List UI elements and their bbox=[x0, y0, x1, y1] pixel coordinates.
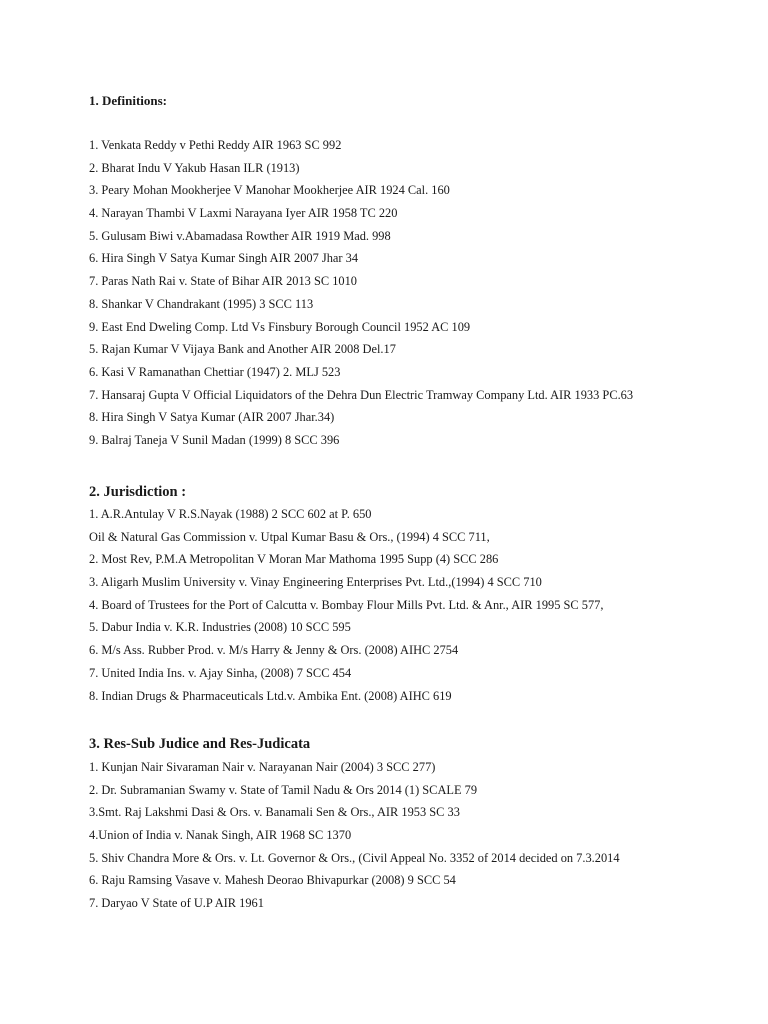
case-citation: 1. Kunjan Nair Sivaraman Nair v. Narayanan Nair (2004) 3 SCC 277) bbox=[89, 760, 436, 774]
case-citation: 4. Board of Trustees for the Port of Calcutta v. Bombay Flour Mills Pvt. Ltd. & Anr., AIR 1995 SC 577, bbox=[89, 597, 604, 612]
case-citation: 8. Indian Drugs & Pharmaceuticals Ltd.v. Ambika Ent. (2008) AIHC 619 bbox=[89, 688, 452, 703]
case-citation: 9. Balraj Taneja V Sunil Madan (1999) 8 SCC 396 bbox=[89, 432, 340, 447]
case-citation: 5. Gulusam Biwi v.Abamadasa Rowther AIR 1919 Mad. 998 bbox=[89, 228, 391, 243]
case-citation: 5. Rajan Kumar V Vijaya Bank and Another AIR 2008 Del.17 bbox=[89, 342, 396, 357]
case-citation: 7. Paras Nath Rai v. State of Bihar AIR 2013 SC 1010 bbox=[89, 274, 357, 289]
case-citation: 6. Hira Singh V Satya Kumar Singh AIR 2007 Jhar 34 bbox=[89, 251, 359, 266]
case-citation: 4.Union of India v. Nanak Singh, AIR 1968 SC 1370 bbox=[89, 828, 352, 843]
case-citation: 3.Smt. Raj Lakshmi Dasi & Ors. v. Banamali Sen & Ors., AIR 1953 SC 33 bbox=[89, 805, 460, 820]
section-heading-res-judicata: 3. Res-Sub Judice and Res-Judicata bbox=[89, 736, 311, 752]
section-heading-jurisdiction: 2. Jurisdiction : bbox=[89, 484, 187, 500]
case-citation: 9. East End Dweling Comp. Ltd Vs Finsbury Borough Council 1952 AC 109 bbox=[89, 319, 471, 334]
case-citation: 6. Raju Ramsing Vasave v. Mahesh Deorao Bhivapurkar (2008) 9 SCC 54 bbox=[89, 873, 456, 888]
case-citation: 1. A.R.Antulay V R.S.Nayak (1988) 2 SCC 602 at P. 650 bbox=[89, 507, 372, 521]
case-citation: 3. Peary Mohan Mookherjee V Manohar Mookherjee AIR 1924 Cal. 160 bbox=[89, 183, 450, 198]
case-citation: 1. Venkata Reddy v Pethi Reddy AIR 1963 SC 992 bbox=[89, 138, 342, 152]
jurisdiction-case-list bbox=[89, 506, 729, 710]
case-citation: 6. Kasi V Ramanathan Chettiar (1947) 2. MLJ 523 bbox=[89, 364, 341, 379]
case-citation: 4. Narayan Thambi V Laxmi Narayana Iyer AIR 1958 TC 220 bbox=[89, 206, 398, 221]
case-citation: 8. Hira Singh V Satya Kumar (AIR 2007 Jhar.34) bbox=[89, 410, 335, 425]
case-citation: 5. Dabur India v. K.R. Industries (2008) 10 SCC 595 bbox=[89, 620, 351, 635]
case-citation: 2. Most Rev, P.M.A Metropolitan V Moran Mar Mathoma 1995 Supp (4) SCC 286 bbox=[89, 552, 499, 567]
case-citation: 3. Aligarh Muslim University v. Vinay Engineering Enterprises Pvt. Ltd.,(1994) 4 SCC 710 bbox=[89, 575, 542, 590]
definitions-case-list bbox=[89, 137, 729, 455]
case-citation: 2. Bharat Indu V Yakub Hasan ILR (1913) bbox=[89, 160, 300, 175]
case-citation: 6. M/s Ass. Rubber Prod. v. M/s Harry & Jenny & Ors. (2008) AIHC 2754 bbox=[89, 643, 459, 658]
case-citation: 8. Shankar V Chandrakant (1995) 3 SCC 113 bbox=[89, 296, 314, 311]
case-citation: 2. Dr. Subramanian Swamy v. State of Tamil Nadu & Ors 2014 (1) SCALE 79 bbox=[89, 782, 478, 797]
case-citation: 7. Daryao V State of U.P AIR 1961 bbox=[89, 896, 264, 911]
case-citation: 5. Shiv Chandra More & Ors. v. Lt. Governor & Ors., (Civil Appeal No. 3352 of 2014 decided on 7.3.2014 bbox=[89, 850, 620, 865]
case-citation: 7. Hansaraj Gupta V Official Liquidators of the Dehra Dun Electric Tramway Company Ltd. AIR 1933 PC.63 bbox=[89, 387, 634, 402]
section-heading-definitions: 1. Definitions: bbox=[89, 93, 167, 108]
case-citation: Oil & Natural Gas Commission v. Utpal Kumar Basu & Ors., (1994) 4 SCC 711, bbox=[89, 529, 490, 544]
case-citation: 7. United India Ins. v. Ajay Sinha, (2008) 7 SCC 454 bbox=[89, 665, 352, 680]
res-judicata-case-list bbox=[89, 759, 729, 918]
